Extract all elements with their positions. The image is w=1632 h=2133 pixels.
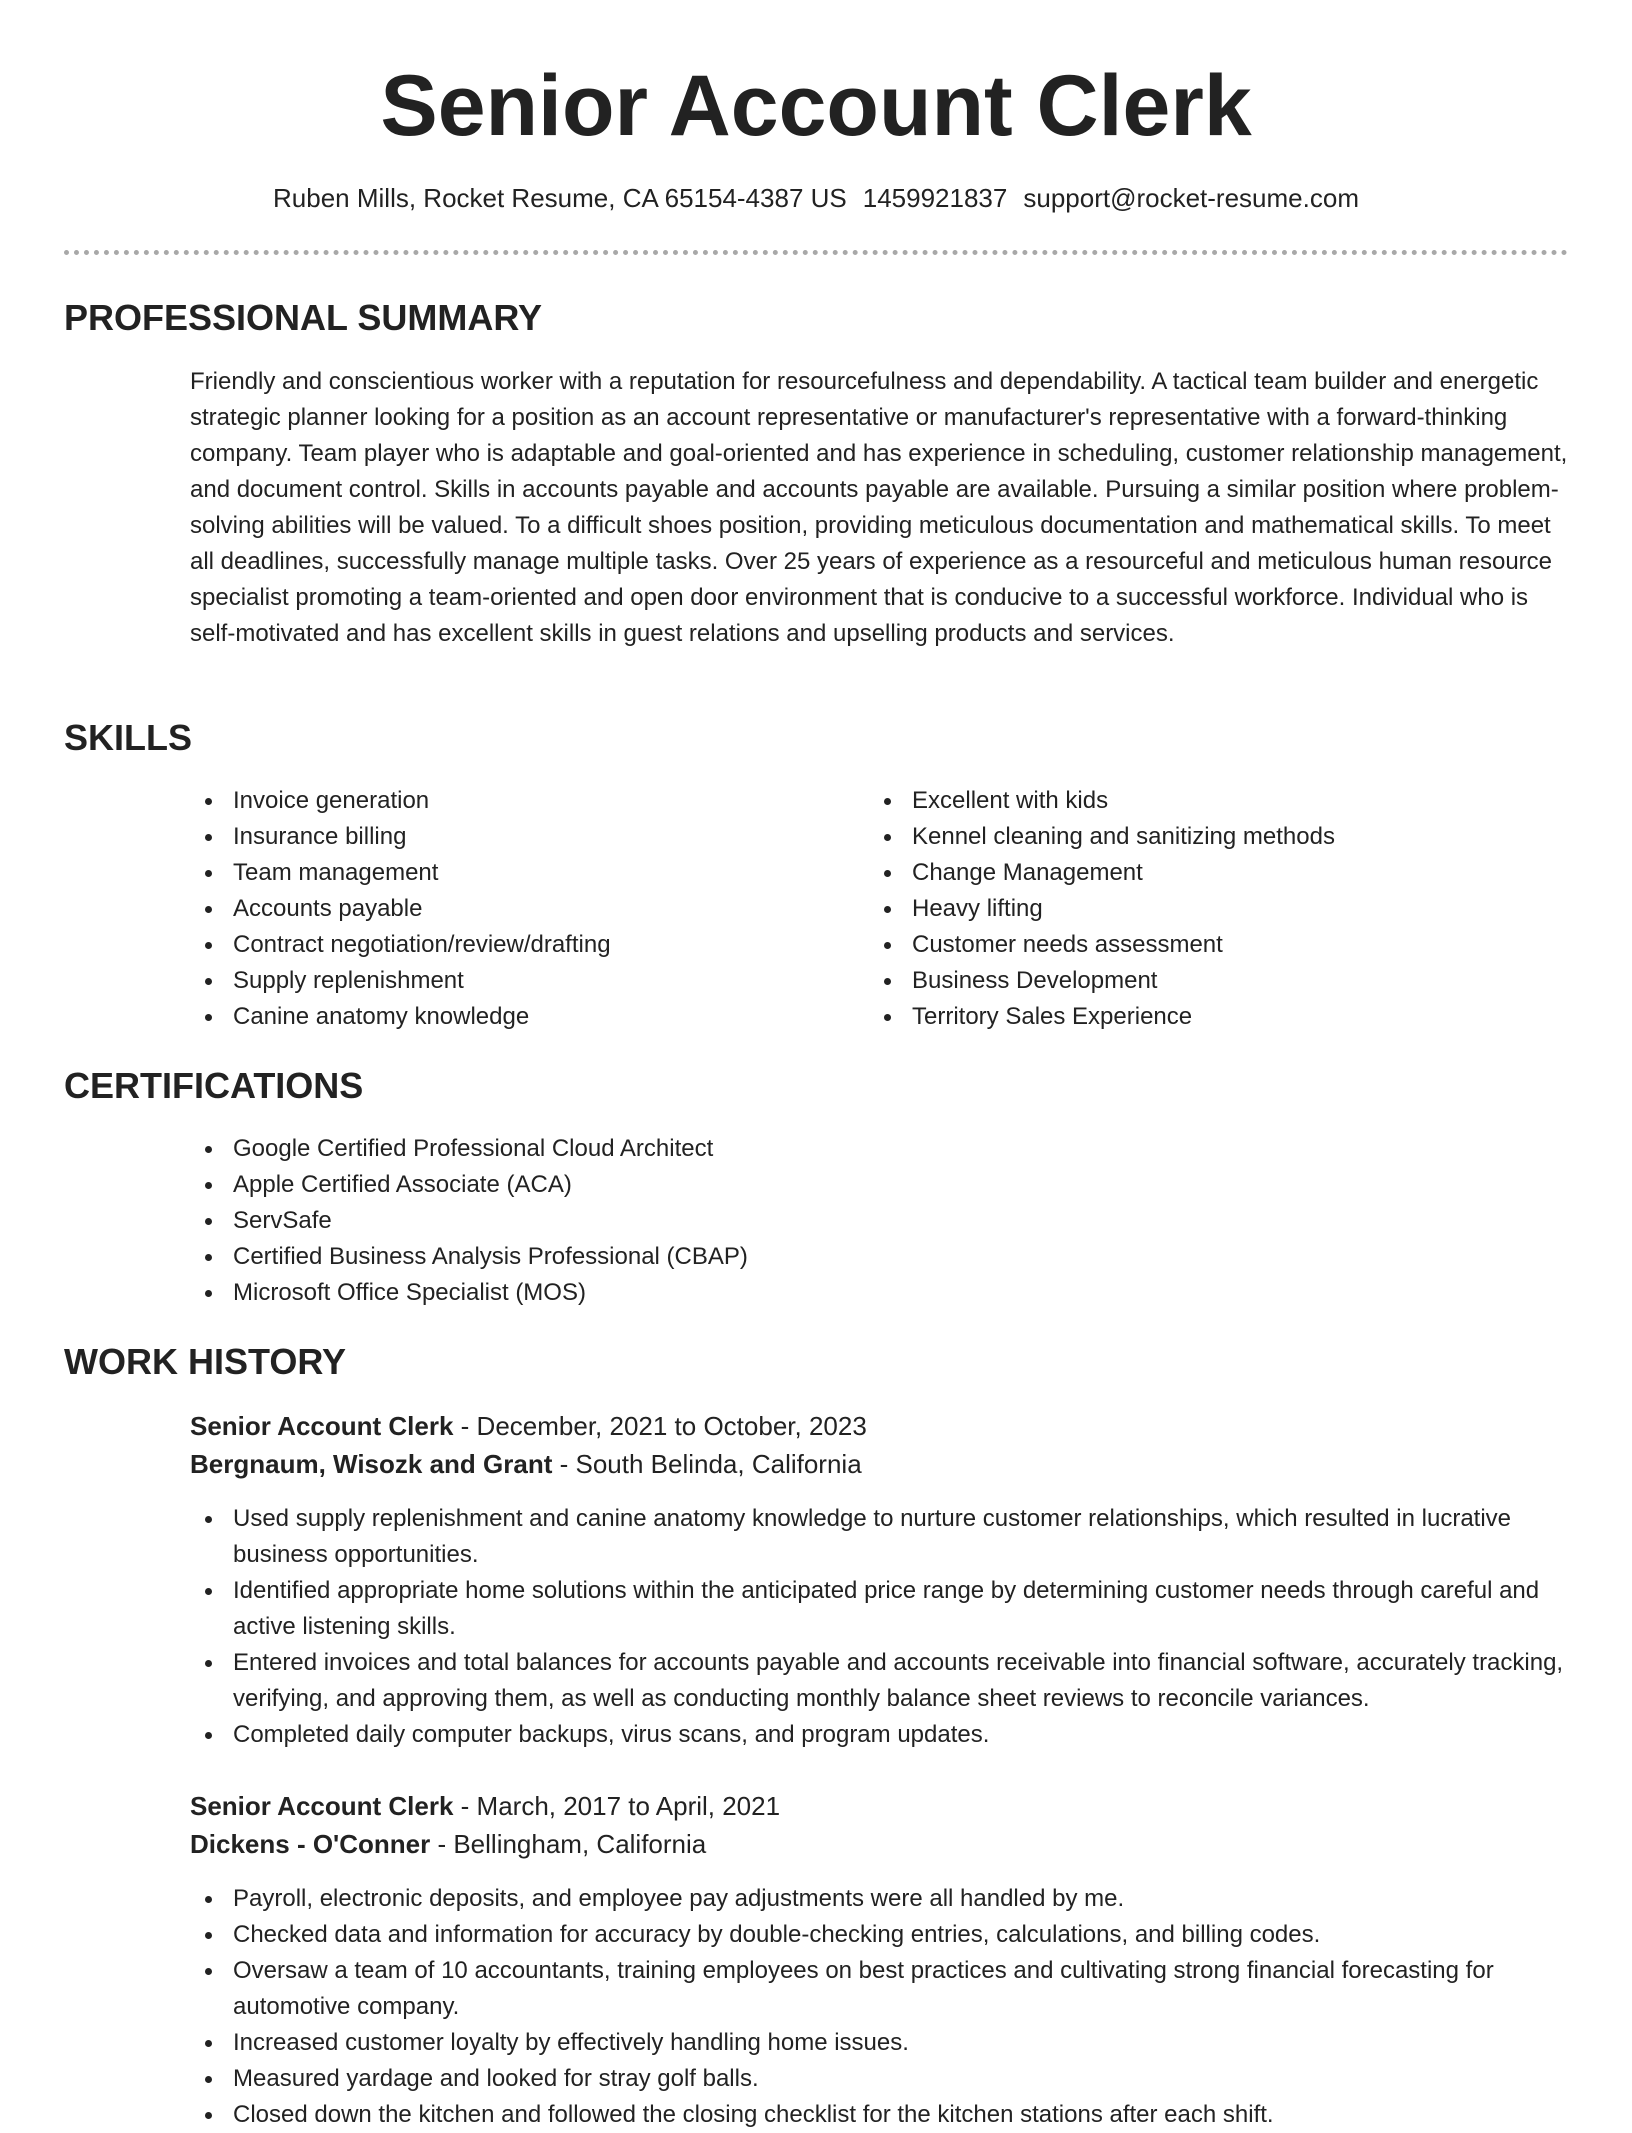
job-dates: - December, 2021 to October, 2023 (453, 1411, 867, 1441)
job-title-line (190, 1407, 867, 1445)
job-dates: - March, 2017 to April, 2021 (453, 1791, 781, 1821)
job-duty: Used supply replenishment and canine anatomy knowledge to nurture customer relationships, which resulted in lucrative business opportunities. (190, 1501, 1580, 1573)
job-title-line (190, 1787, 780, 1825)
job-duties-list (190, 1881, 1580, 2133)
skill-item: Kennel cleaning and sanitizing methods (869, 819, 1569, 855)
job-company-line (190, 1445, 862, 1483)
job-duty: Closed down the kitchen and followed the closing checklist for the kitchen stations after each shift. (190, 2097, 1580, 2133)
job-duty: Increased customer loyalty by effectively handling home issues. (190, 2025, 1580, 2061)
certifications-heading: CERTIFICATIONS (64, 1065, 364, 1106)
certifications-list (190, 1131, 1090, 1311)
skill-item: Contract negotiation/review/drafting (190, 927, 830, 963)
skill-item: Insurance billing (190, 819, 830, 855)
skill-item: Invoice generation (190, 783, 830, 819)
contact-phone: 1459921837 (862, 183, 1008, 213)
job-duty: Completed daily computer backups, virus scans, and program updates. (190, 1717, 1580, 1753)
skills-heading: SKILLS (64, 717, 193, 758)
job-duty: Payroll, electronic deposits, and employee pay adjustments were all handled by me. (190, 1881, 1580, 1917)
certification-item: Microsoft Office Specialist (MOS) (190, 1275, 1090, 1311)
job-duty: Identified appropriate home solutions within the anticipated price range by determining customer needs through careful and active listening skills. (190, 1573, 1580, 1645)
skill-item: Accounts payable (190, 891, 830, 927)
job-duty: Entered invoices and total balances for accounts payable and accounts receivable into financial software, accurately tracking, verifying, and approving them, as well as conducting monthly balance sheet reviews to reconcile variances. (190, 1645, 1580, 1717)
skill-item: Heavy lifting (869, 891, 1569, 927)
job-role: Senior Account Clerk (190, 1411, 454, 1441)
certification-item: Google Certified Professional Cloud Architect (190, 1131, 1090, 1167)
header-divider (64, 250, 1568, 255)
skill-item: Change Management (869, 855, 1569, 891)
job-company: Dickens - O'Conner (190, 1829, 431, 1859)
skill-item: Excellent with kids (869, 783, 1569, 819)
certification-item: Apple Certified Associate (ACA) (190, 1167, 1090, 1203)
job-duty: Checked data and information for accuracy by double-checking entries, calculations, and billing codes. (190, 1917, 1580, 1953)
skill-item: Territory Sales Experience (869, 999, 1569, 1035)
job-duty: Oversaw a team of 10 accountants, training employees on best practices and cultivating strong financial forecasting for automotive company. (190, 1953, 1580, 2025)
job-location: - South Belinda, California (552, 1449, 862, 1479)
skills-list-right (869, 783, 1569, 1035)
certification-item: Certified Business Analysis Professional (CBAP) (190, 1239, 1090, 1275)
job-role: Senior Account Clerk (190, 1791, 454, 1821)
summary-text: Friendly and conscientious worker with a reputation for resourcefulness and dependability. A tactical team builder and energetic strategic planner looking for a position as an account representative or manufacturer's representative with a forward-thinking company. Team player who is adaptable and goal-oriented and has experience in scheduling, customer relationship management, and document control. Skills in accounts payable and accounts payable are available. Pursuing a similar position where problem-solving abilities will be valued. To a difficult shoes position, providing meticulous documentation and mathematical skills. To meet all deadlines, successfully manage multiple tasks. Over 25 years of experience as a resourceful and meticulous human resource specialist promoting a team-oriented and open door environment that is conducive to a successful workforce. Individual who is self-motivated and has excellent skills in guest relations and upselling products and services. (190, 368, 1568, 647)
job-company-line (190, 1825, 706, 1863)
certification-item: ServSafe (190, 1203, 1090, 1239)
skill-item: Customer needs assessment (869, 927, 1569, 963)
resume-title: Senior Account Clerk (380, 58, 1252, 154)
skill-item: Business Development (869, 963, 1569, 999)
job-duties-list (190, 1501, 1580, 1753)
skills-list-left (190, 783, 830, 1035)
contact-address: Ruben Mills, Rocket Resume, CA 65154-4387 US (273, 183, 847, 213)
job-duty: Measured yardage and looked for stray golf balls. (190, 2061, 1580, 2097)
summary-heading: PROFESSIONAL SUMMARY (64, 297, 543, 338)
work-history-heading: WORK HISTORY (64, 1341, 347, 1382)
skill-item: Supply replenishment (190, 963, 830, 999)
skill-item: Canine anatomy knowledge (190, 999, 830, 1035)
job-location: - Bellingham, California (430, 1829, 707, 1859)
contact-email: support@rocket-resume.com (1023, 183, 1359, 213)
skill-item: Team management (190, 855, 830, 891)
contact-line (0, 180, 1632, 216)
job-company: Bergnaum, Wisozk and Grant (190, 1449, 553, 1479)
